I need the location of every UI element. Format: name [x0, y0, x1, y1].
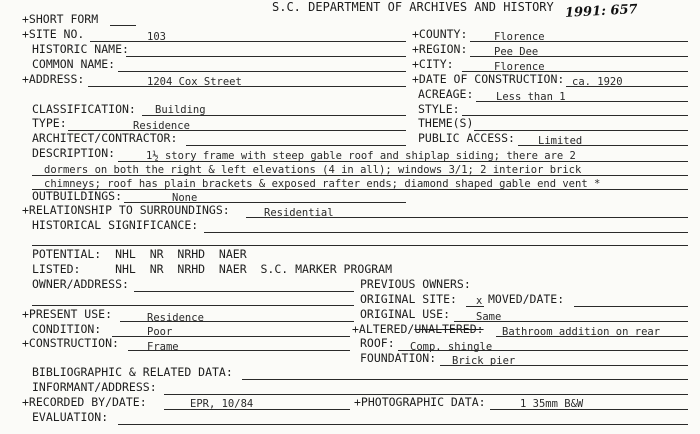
original-use-line — [454, 321, 688, 322]
historic-name-label: HISTORIC NAME: — [32, 42, 129, 56]
historic-name-line — [126, 56, 406, 57]
recorded-by-label: +RECORDED BY/DATE: — [22, 395, 147, 409]
recorded-by-value: EPR, 10/84 — [190, 398, 254, 410]
classification-value: Building — [155, 104, 206, 116]
short-form-line — [110, 25, 136, 26]
classification-line — [142, 115, 406, 116]
roof-value: Comp. shingle — [410, 341, 493, 353]
relationship-label: +RELATIONSHIP TO SURROUNDINGS: — [22, 203, 230, 217]
architect-line — [186, 145, 406, 146]
site-no-value: 103 — [147, 31, 166, 43]
themes-label: THEME(S) — [418, 116, 474, 130]
short-form-label: +SHORT FORM — [22, 12, 99, 26]
site-no-label: +SITE NO. — [22, 27, 85, 41]
altered-value: Bathroom addition on rear — [502, 326, 661, 338]
construction-label: +CONSTRUCTION: — [22, 336, 119, 350]
roof-line — [398, 350, 688, 351]
foundation-value: Brick pier — [452, 355, 516, 367]
bibliographic-label: BIBLIOGRAPHIC & RELATED DATA: — [32, 365, 233, 379]
date-of-construction-line — [566, 86, 688, 87]
public-access-value: Limited — [538, 135, 583, 147]
original-site-mark: x — [476, 295, 483, 307]
moved-date-label: MOVED/DATE: — [488, 292, 565, 306]
description-line-1: 1½ story frame with steep gable roof and shiplap siding; there are 2 — [146, 150, 576, 162]
outbuildings-value: None — [172, 192, 198, 204]
type-value: Residence — [133, 120, 190, 132]
foundation-label: FOUNDATION: — [360, 351, 437, 365]
altered-line — [496, 336, 688, 337]
city-value: Florence — [494, 61, 545, 73]
acreage-line — [476, 101, 688, 102]
region-line — [470, 56, 688, 57]
original-use-value: Same — [476, 311, 502, 323]
altered-prefix: +ALTERED/ — [352, 322, 415, 336]
potential-row: POTENTIAL: NHL NR NRHD NAER — [32, 247, 247, 261]
foundation-line — [440, 365, 688, 366]
date-of-construction-value: ca. 1920 — [572, 76, 623, 88]
public-access-label: PUBLIC ACCESS: — [418, 131, 515, 145]
photographic-data-value: 1 35mm B&W — [520, 398, 584, 410]
present-use-value: Residence — [147, 312, 204, 324]
owner-address-line — [134, 291, 354, 292]
construction-line — [128, 350, 350, 351]
description-underline-1 — [118, 161, 688, 162]
style-line — [462, 115, 688, 116]
description-underline-3 — [32, 189, 688, 190]
outbuildings-label: OUTBUILDINGS: — [32, 189, 123, 203]
photographic-data-line — [490, 409, 688, 410]
classification-label: CLASSIFICATION: — [32, 102, 136, 116]
altered-label — [352, 323, 484, 336]
roof-label: ROOF: — [360, 336, 395, 350]
agency-title: S.C. DEPARTMENT OF ARCHIVES AND HISTORY — [272, 0, 554, 14]
historical-significance-label: HISTORICAL SIGNIFICANCE: — [32, 218, 199, 232]
county-line — [470, 41, 688, 42]
bibliographic-line — [242, 379, 688, 380]
acreage-value: Less than 1 — [496, 91, 566, 103]
present-use-line — [120, 321, 354, 322]
region-label: +REGION: — [412, 42, 468, 56]
evaluation-label: EVALUATION: — [32, 410, 109, 424]
moved-date-line — [574, 306, 688, 307]
informant-label: INFORMANT/ADDRESS: — [32, 380, 157, 394]
description-line-3: chimneys; roof has plain brackets & exposed rafter ends; diamond shaped gable end vent * — [44, 178, 601, 190]
historical-significance-line — [204, 232, 688, 233]
owner-address-line-2 — [32, 305, 354, 306]
relationship-line — [246, 217, 688, 218]
address-value: 1204 Cox Street — [147, 76, 242, 88]
common-name-line — [118, 71, 406, 72]
previous-owners-label: PREVIOUS OWNERS: — [360, 277, 471, 291]
condition-value: Poor — [147, 326, 173, 338]
county-value: Florence — [494, 31, 545, 43]
evaluation-line — [118, 424, 688, 425]
region-value: Pee Dee — [494, 46, 539, 58]
original-site-label: ORIGINAL SITE: — [360, 292, 457, 306]
handwritten-accession-number: 1991: 657 — [564, 2, 638, 21]
photographic-data-label: +PHOTOGRAPHIC DATA: — [354, 395, 486, 409]
original-site-line — [466, 306, 484, 307]
address-line — [88, 86, 406, 87]
listed-row: LISTED: NHL NR NRHD NAER S.C. MARKER PROGRAM — [32, 262, 393, 276]
common-name-label: COMMON NAME: — [32, 57, 116, 71]
condition-label: CONDITION: — [32, 322, 102, 336]
description-label: DESCRIPTION: — [32, 146, 116, 160]
original-use-label: ORIGINAL USE: — [360, 307, 451, 321]
unaltered-struck: UNALTERED: — [414, 322, 484, 336]
description-line-2: dormers on both the right & left elevations (4 in all); windows 3/1; 2 interior brick — [44, 164, 582, 176]
condition-line — [112, 336, 350, 337]
date-of-construction-label: +DATE OF CONSTRUCTION: — [412, 72, 565, 86]
architect-label: ARCHITECT/CONTRACTOR: — [32, 131, 178, 145]
address-label: +ADDRESS: — [22, 72, 85, 86]
style-label: STYLE: — [418, 102, 460, 116]
relationship-value: Residential — [264, 207, 334, 219]
county-label: +COUNTY: — [412, 27, 468, 41]
city-label: +CITY: — [412, 57, 454, 71]
owner-address-label: OWNER/ADDRESS: — [32, 277, 129, 291]
site-no-line — [90, 41, 406, 42]
construction-value: Frame — [147, 341, 179, 353]
public-access-line — [518, 145, 688, 146]
recorded-by-line — [164, 409, 350, 410]
historical-significance-line-2 — [32, 245, 688, 246]
acreage-label: ACREAGE: — [418, 87, 474, 101]
description-underline-2 — [32, 175, 688, 176]
type-label: TYPE: — [32, 116, 67, 130]
present-use-label: +PRESENT USE: — [22, 307, 113, 321]
